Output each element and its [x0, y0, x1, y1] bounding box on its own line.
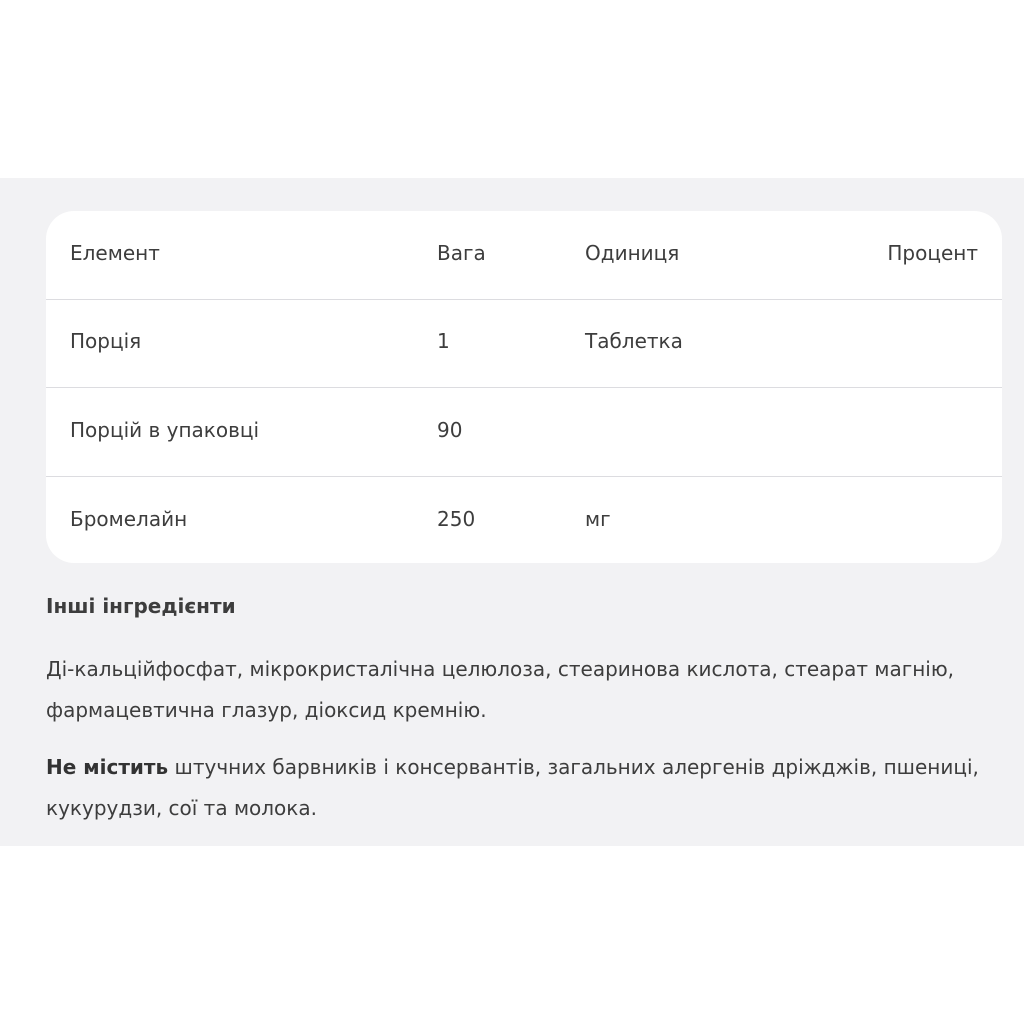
- composition-table: [46, 211, 1002, 563]
- free-from-bold: Не містить: [46, 755, 169, 779]
- row-unit: Таблетка: [585, 329, 683, 353]
- free-from-rest: штучних барвників і консервантів, загальних алергенів дріжджів, пшениці, кукурудзи, сої та молока.: [46, 755, 979, 820]
- header-element: Елемент: [70, 241, 160, 265]
- table-row: [46, 477, 1002, 563]
- row-element: Бромелайн: [70, 507, 188, 531]
- header-weight: Вага: [437, 241, 486, 265]
- table-row: [46, 388, 1002, 477]
- free-from-text: [46, 747, 1006, 829]
- header-unit: Одиниця: [585, 241, 680, 265]
- row-weight: 1: [437, 329, 450, 353]
- row-element: Порція: [70, 329, 142, 353]
- other-ingredients-text: Ді-кальційфосфат, мікрокристалічна целюлоза, стеаринова кислота, стеарат магнію, фармацевтична глазур, діоксид кремнію.: [46, 657, 955, 722]
- row-element: Порцій в упаковці: [70, 418, 260, 442]
- row-weight: 90: [437, 418, 463, 442]
- row-weight: 250: [437, 507, 476, 531]
- header-percent: Процент: [887, 241, 978, 265]
- table-header-row: [46, 211, 1002, 300]
- other-ingredients-heading: Інші інгредієнти: [46, 594, 236, 618]
- row-unit: мг: [585, 507, 611, 531]
- table-row: [46, 299, 1002, 388]
